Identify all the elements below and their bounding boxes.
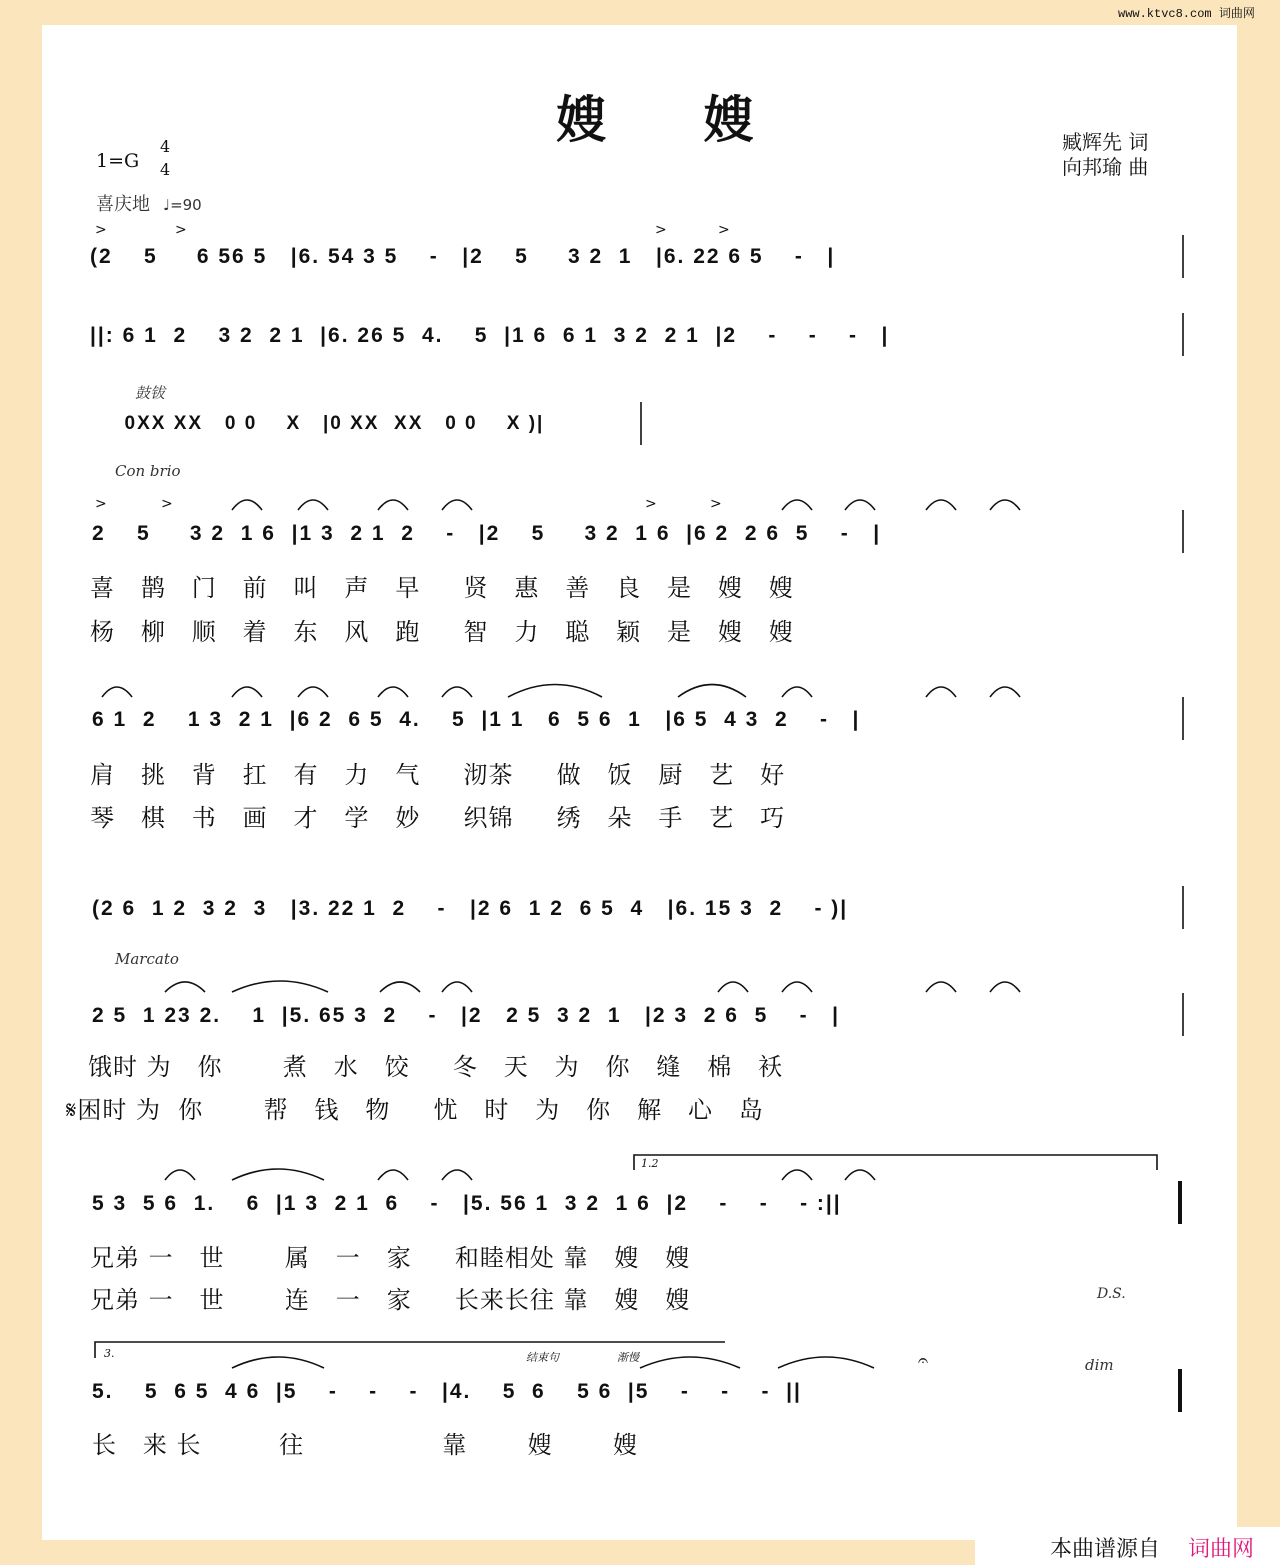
slur: [782, 500, 812, 510]
accent-mark: >: [95, 222, 107, 238]
slur: [718, 982, 748, 992]
accent-mark: >: [175, 222, 187, 238]
ending-phrase-label: 结束句: [526, 1351, 559, 1364]
notation-row-7: 5 3 5 6 1. 6 |1 3 2 1 6 - |5. 56 1 3 2 1 6 |2 - - - :||: [92, 1192, 842, 1215]
time-signature-bottom: 4: [160, 160, 171, 179]
slur: [508, 685, 602, 698]
drum-label: 鼓钹: [135, 384, 166, 402]
con-brio-marking: Con brio: [115, 462, 181, 480]
slur: [232, 1169, 324, 1180]
fermata-icon: 𝄐: [918, 1350, 929, 1371]
lyric-line: 兄弟 一 世 属 一 家 和睦相处 靠 嫂 嫂: [90, 1244, 691, 1272]
lyric-line: 琴 棋 书 画 才 学 妙 织锦 绣 朵 手 艺 巧: [90, 804, 786, 832]
slur: [926, 687, 956, 697]
slur: [678, 685, 746, 698]
slur: [298, 500, 328, 510]
notation-row-percussion: 0XX XX 0 0 X |0 XX XX 0 0 X )|: [110, 413, 545, 434]
accent-mark: >: [655, 222, 667, 238]
marcato-marking: Marcato: [115, 950, 179, 968]
accent-mark: >: [95, 496, 107, 512]
volta-1-2-label: 1.2: [641, 1157, 659, 1170]
time-signature-top: 4: [160, 137, 171, 156]
notation-row-1: (2 5 6 56 5 |6. 54 3 5 - |2 5 3 2 1 |6. 22 6 5 - |: [90, 245, 836, 268]
lyricist-credit: 臧辉先 词: [1062, 130, 1149, 154]
tempo-expression: 喜庆地: [96, 194, 150, 215]
key-signature: 1=G: [96, 150, 140, 172]
page-title: 嫂 嫂: [556, 90, 794, 149]
lyric-line: 肩 挑 背 扛 有 力 气 沏茶 做 饭 厨 艺 好: [90, 761, 786, 789]
slur: [232, 981, 328, 992]
slur: [845, 1170, 875, 1180]
slur: [378, 687, 408, 697]
composer-credit: 向邦瑜 曲: [1062, 155, 1149, 179]
accent-mark: >: [161, 496, 173, 512]
dim-marking: dim: [1085, 1356, 1114, 1374]
slur: [378, 1170, 408, 1180]
slur: [165, 982, 205, 992]
slur: [298, 687, 328, 697]
ds-marking: D.S.: [1097, 1286, 1126, 1302]
slur: [442, 982, 472, 992]
slur: [165, 1170, 195, 1180]
slur: [990, 982, 1020, 992]
slur: [442, 500, 472, 510]
slur: [990, 687, 1020, 697]
slur: [232, 687, 262, 697]
accent-mark: >: [645, 496, 657, 512]
slur: [926, 982, 956, 992]
slur: [926, 500, 956, 510]
slur: [378, 500, 408, 510]
notation-row-6: 2 5 1 23 2. 1 |5. 65 3 2 - |2 2 5 3 2 1 |2 3 2 6 5 - |: [92, 1004, 840, 1027]
slur: [102, 687, 132, 697]
lyric-line: 𝄋困时 为 你 帮 钱 物 忧 时 为 你 解 心 岛: [66, 1096, 764, 1124]
notation-row-2: ||: 6 1 2 3 2 2 1 |6. 26 5 4. 5 |1 6 6 1 3 2 2 1 |2 - - - |: [90, 324, 890, 347]
accent-mark: >: [710, 496, 722, 512]
volta-bracket: [95, 1342, 725, 1358]
slur: [778, 1357, 874, 1368]
lyric-line: 喜 鹊 门 前 叫 声 早 贤 惠 善 良 是 嫂 嫂: [90, 574, 794, 602]
notation-row-8: 5. 5 6 5 4 6 |5 - - - |4. 5 6 5 6 |5 - - - ||: [92, 1380, 802, 1403]
slur: [845, 500, 875, 510]
slur: [232, 1357, 324, 1368]
slur: [782, 687, 812, 697]
lyric-line: 长 来 长 往 靠 嫂 嫂: [92, 1431, 639, 1459]
volta-3-label: 3.: [104, 1347, 115, 1360]
slur: [782, 982, 812, 992]
slur: [442, 1170, 472, 1180]
slur: [782, 1170, 812, 1180]
slur: [990, 500, 1020, 510]
slur: [442, 687, 472, 697]
footer-site-link[interactable]: 词曲网: [1188, 1537, 1255, 1562]
rit-label: 渐慢: [617, 1351, 639, 1364]
watermark: www.ktvc8.com 词曲网: [1118, 7, 1255, 21]
tempo-marking: ♩=90: [163, 196, 202, 214]
slur: [640, 1357, 740, 1368]
slur: [232, 500, 262, 510]
lyric-line: 兄弟 一 世 连 一 家 长来长往 靠 嫂 嫂: [90, 1286, 691, 1314]
volta-bracket: [634, 1155, 1157, 1170]
accent-mark: >: [718, 222, 730, 238]
slur: [380, 982, 420, 992]
notation-row-3: 2 5 3 2 1 6 |1 3 2 1 2 - |2 5 3 2 1 6 |6 2 2 6 5 - |: [92, 522, 882, 545]
lyric-line: 饿时 为 你 煮 水 饺 冬 天 为 你 缝 棉 袄: [88, 1053, 784, 1081]
lyric-line: 杨 柳 顺 着 东 风 跑 智 力 聪 颖 是 嫂 嫂: [90, 618, 794, 646]
footer-source: 本曲谱源自: [1050, 1537, 1161, 1562]
notation-row-4: 6 1 2 1 3 2 1 |6 2 6 5 4. 5 |1 1 6 5 6 1 |6 5 4 3 2 - |: [92, 708, 861, 731]
notation-row-5: (2 6 1 2 3 2 3 |3. 22 1 2 - |2 6 1 2 6 5 4 |6. 15 3 2 - )|: [92, 897, 849, 920]
